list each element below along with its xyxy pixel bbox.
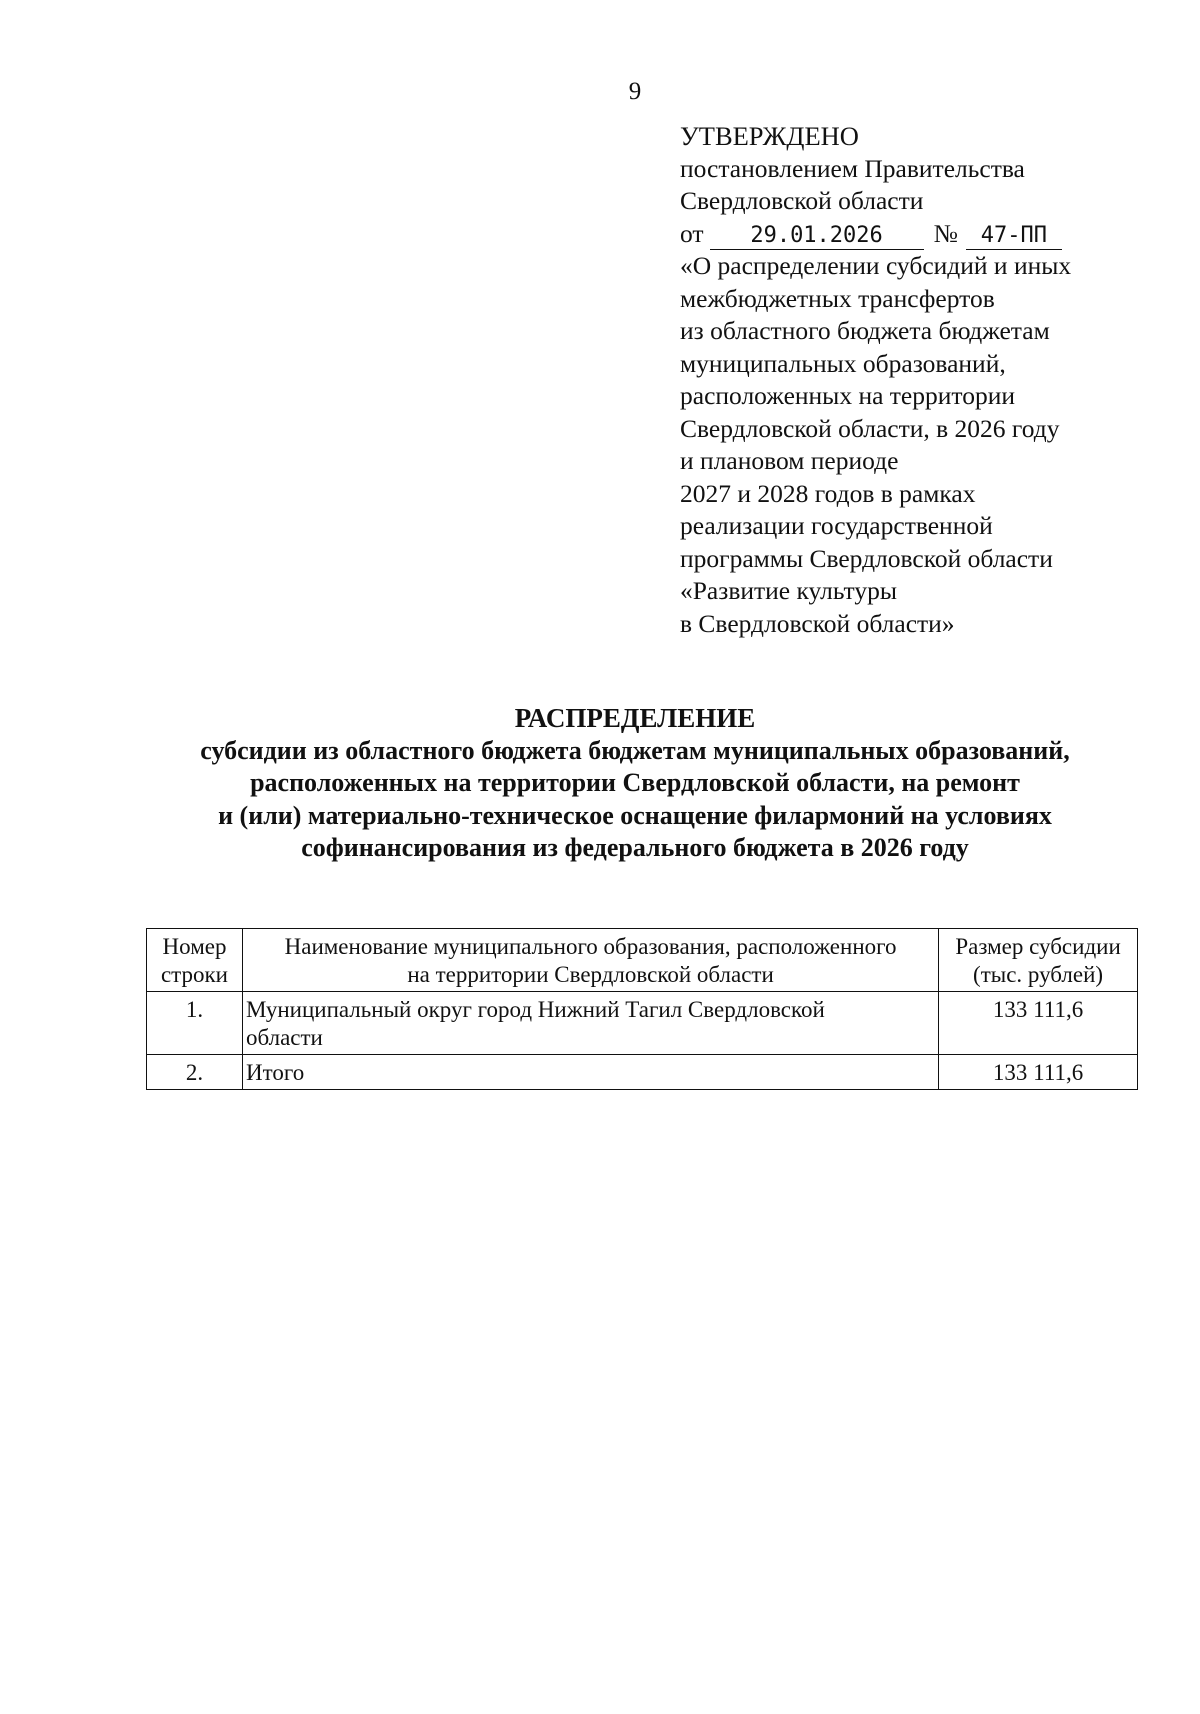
approval-line: «О распределении субсидий и иных <box>680 251 1072 280</box>
approval-line: Свердловской области <box>680 186 924 215</box>
subsidy-amount: 133 111,6 <box>939 1055 1138 1090</box>
cell-text: Итого <box>245 1060 305 1085</box>
header-text: на территории Свердловской области <box>407 962 774 987</box>
page-number: 9 <box>628 78 642 105</box>
approval-line: 2027 и 2028 годов в рамках <box>680 478 976 508</box>
cell-text: Муниципальный округ город Нижний Тагил Свердловской <box>245 997 825 1022</box>
header-text: Наименование муниципального образования, расположенного <box>284 934 897 959</box>
cell-text: области <box>245 1025 323 1050</box>
approval-line: программы Свердловской области <box>680 543 1053 573</box>
approval-line: постановлением Правительства <box>680 153 1025 183</box>
decree-number: 47-ПП <box>966 223 1062 250</box>
table-row <box>147 992 1138 1055</box>
header-text: строки <box>160 962 228 987</box>
header-text: (тыс. рублей) <box>973 962 1104 987</box>
table-header-row <box>147 929 1138 992</box>
document-title <box>60 702 1200 865</box>
approval-line: межбюджетных трансфертов <box>680 283 995 313</box>
header-subsidy-amount <box>939 929 1138 992</box>
approval-line: «Развитие культуры <box>680 576 897 605</box>
row-number: 1. <box>147 992 243 1055</box>
approval-line: муниципальных образований, <box>680 348 1006 378</box>
row-number: 2. <box>147 1055 243 1090</box>
approval-block <box>680 120 1150 640</box>
distribution-table <box>146 928 1138 1090</box>
decree-date: 29.01.2026 <box>710 223 924 250</box>
header-municipality-name <box>242 929 938 992</box>
subsidy-amount: 133 111,6 <box>939 992 1138 1055</box>
approval-line: расположенных на территории <box>680 381 1015 410</box>
number-sign: № <box>933 218 958 248</box>
header-row-number <box>147 929 243 992</box>
approval-stamp: УТВЕРЖДЕНО <box>680 121 859 151</box>
approval-line: в Свердловской области» <box>680 608 955 638</box>
municipality-name <box>242 1055 938 1090</box>
title-line: софинансирования из федерального бюджета в 2026 году <box>301 833 969 862</box>
approval-line: реализации государственной <box>680 511 993 540</box>
approval-line: из областного бюджета бюджетам <box>680 316 1050 345</box>
approval-line: и плановом периоде <box>680 446 899 475</box>
approval-date-line <box>680 218 1150 251</box>
approval-line: Свердловской области, в 2026 году <box>680 413 1060 443</box>
table-row-total <box>147 1055 1138 1090</box>
header-text: Номер <box>162 934 227 959</box>
title-line: субсидии из областного бюджета бюджетам муниципальных образований, <box>200 735 1070 765</box>
header-text: Размер субсидии <box>955 934 1121 959</box>
municipality-name <box>242 992 938 1055</box>
date-prefix: от <box>680 218 704 248</box>
title-line: расположенных на территории Свердловской области, на ремонт <box>250 768 1020 797</box>
title-main: РАСПРЕДЕЛЕНИЕ <box>514 703 756 733</box>
title-line: и (или) материально-техническое оснащение филармоний на условиях <box>218 800 1052 830</box>
